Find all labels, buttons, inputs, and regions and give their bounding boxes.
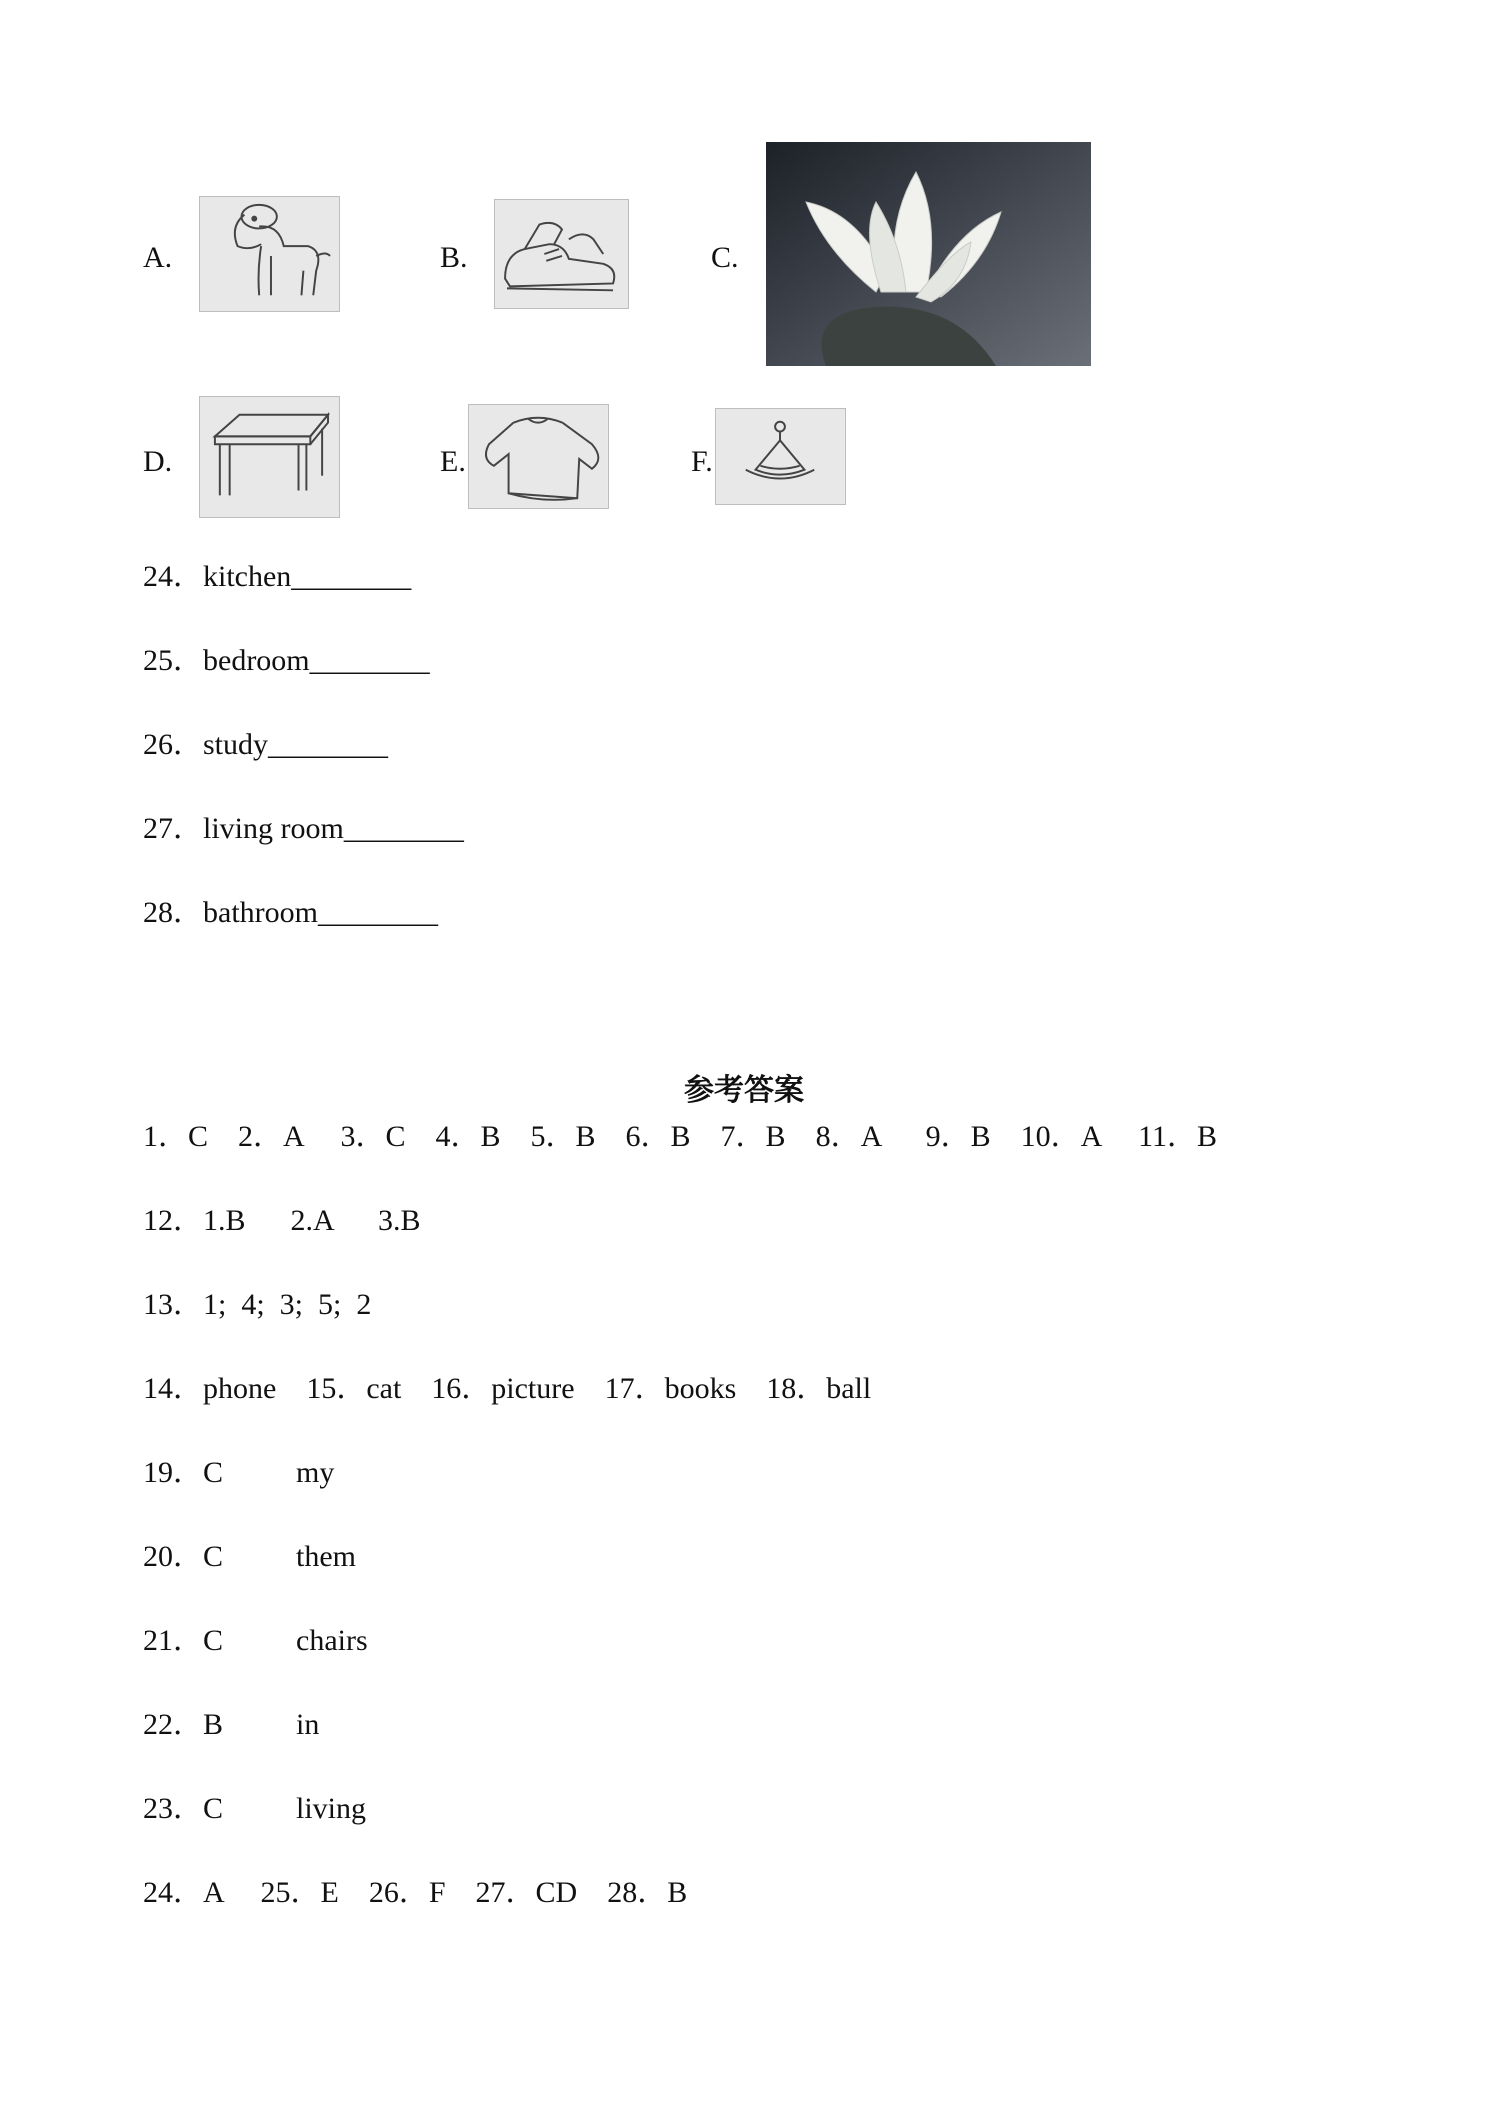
- lotus-photo: [766, 142, 1091, 366]
- option-c-label: C.: [711, 241, 739, 274]
- answer-20-num: 20．C: [143, 1540, 224, 1573]
- answer-19-word: my: [296, 1456, 335, 1489]
- answer-22-num: 22．B: [143, 1708, 224, 1741]
- option-d-label: D.: [143, 445, 173, 478]
- answer-23-word: living: [296, 1792, 367, 1825]
- sweater-icon: [468, 404, 609, 509]
- answer-22-word: in: [296, 1708, 320, 1741]
- question-26: 26．study________: [143, 728, 389, 761]
- question-27: 27．living room________: [143, 812, 464, 845]
- answer-21-word: chairs: [296, 1624, 368, 1657]
- table-icon: [199, 396, 340, 518]
- answer-20-word: them: [296, 1540, 356, 1573]
- lamp-icon: [715, 408, 846, 505]
- option-a-label: A.: [143, 241, 173, 274]
- shoes-icon: [494, 199, 629, 309]
- dog-icon: [199, 196, 340, 312]
- answer-21-num: 21．C: [143, 1624, 224, 1657]
- answer-23-num: 23．C: [143, 1792, 224, 1825]
- answer-line-13: 13．1; 4; 3; 5; 2: [143, 1288, 372, 1321]
- answer-line-12: 12．1.B 2.A 3.B: [143, 1204, 421, 1237]
- answer-key-title: 参考答案: [684, 1073, 804, 1108]
- option-b-label: B.: [440, 241, 468, 274]
- question-28: 28．bathroom________: [143, 896, 438, 929]
- option-e-label: E.: [440, 445, 466, 478]
- answer-line-1: 1．C 2．A 3．C 4．B 5．B 6．B 7．B 8．A 9．B 10．A 11．B: [143, 1120, 1217, 1153]
- question-25: 25．bedroom________: [143, 644, 430, 677]
- option-f-label: F.: [691, 445, 713, 478]
- answer-19-num: 19．C: [143, 1456, 224, 1489]
- answer-line-14: 14．phone 15．cat 16．picture 17．books 18．ball: [143, 1372, 872, 1405]
- question-24: 24．kitchen________: [143, 560, 412, 593]
- answer-line-24-28: 24．A 25．E 26．F 27．CD 28．B: [143, 1876, 688, 1909]
